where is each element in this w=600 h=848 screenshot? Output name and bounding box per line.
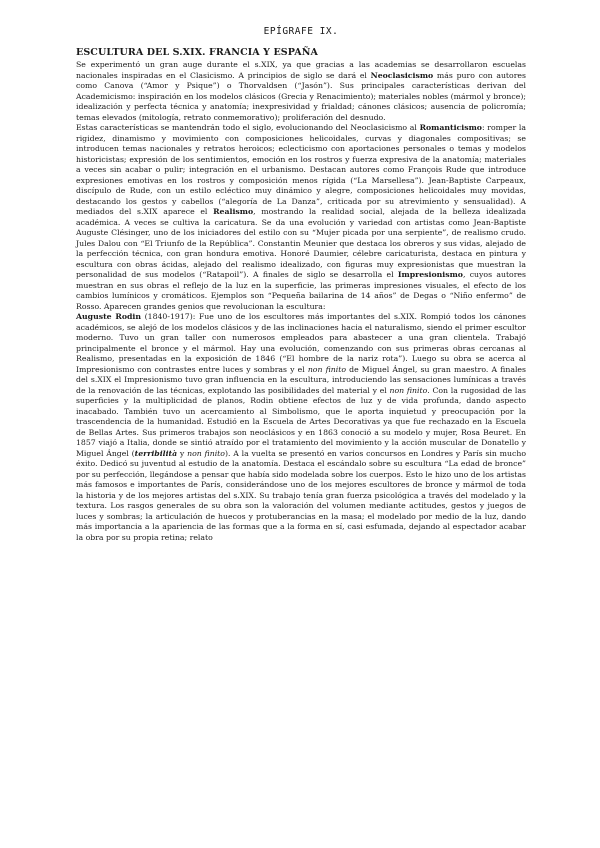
paragraph-neoclasicismo [76,60,526,123]
paragraph-romanticismo-realismo [76,123,526,312]
text-run: Estas características se mantendrán todo el siglo, evolucionando del Neoclasicismo al [76,123,420,132]
text-run: , cuyos autores muestran en sus obras el reflejo de la luz en la superficie, las primeras impresiones visuales, el efecto de los cambios lumínicos y cromáticos. Ejemplos son “Pequeña bailarina de 14 años” de Degas o “Niño enfermo” de Rosso. Aparecen grandes genios que revolucionan la escultura: [76,270,526,311]
page-header: EPÍGRAFE IX. [263,26,339,37]
term-neoclasicismo: Neoclasicismo [370,70,434,80]
text-run: y [177,448,188,458]
text-run: ). A la vuelta se presentó en varios concursos en Londres y París sin mucho éxito. Dedicó su juventud al estudio de la anatomía. Destaca el escándalo sobre su escultura “La edad de bronce” por su perfección, llegándose a pensar que había sido modelada sobre los cuerpos. Esto le hizo uno de los artistas más famosos e importantes de París, considerándose uno de los mejores escultores de bronce y mármol de toda la historia y de los mejores artistas del s.XIX. Su trabajo tenía gran fuerza psicológica a través del modelado y la textura. Los rasgos generales de su obra son la valoración del volumen mediante actitudes, gestos y juegos de luces y sombras; la articulación de huecos y protuberancias en la masa; el modelado por medio de la luz, dando más importancia a la apariencia de las formas que a la forma en sí, casi esfumada, dejando al espectador acabar la obra por su propia retina; relato [76,448,526,542]
term-auguste-rodin: Auguste Rodin [76,312,142,321]
text-run: más puro con autores como Canova (“Amor y Psique”) o Thorvaldsen (“Jasón”). Sus principales características derivan del Academicismo: inspiración en los modelos clásicos (Grecia y Renacimiento); materiales nobles (mármol y bronce); idealización y perfecta técnica y anatomía; inexpresividad y frialdad; cánones clásicos; ausencia de policromía; temas elevados (mitología, retrato conmemorativo); proliferación del desnudo. [76,70,526,122]
term-impresionismo: Impresionismo [397,270,463,279]
text-run: de Miguel Ángel, su gran maestro. A finales del s.XIX el Impresionismo tuvo gran influencia en la escultura, introduciendo las sensaciones lumínicas a través de la renovación de las técnicas, explotando las posibilidades del material y el [76,364,526,395]
term-terribilita: terribilità [134,448,178,458]
document-page [76,26,526,543]
paragraph-rodin [76,312,526,543]
text-run: . Con la rugosidad de las superficies y la multiplicidad de planos, Rodin obtiene efectos de luz y de vida profunda, dando aspecto inacabado. También tuvo un acercamiento al Simbolismo, que le aporta inquietud y preocupación por la trascendencia de la humanidad. Estudió en la Escuela de Artes Decorativas ya que fue rechazado en la Escuela de Bellas Artes. Sus primeros trabajos son neoclásicos y en 1863 conoció a su modelo y mujer, Rosa Beuret. En 1857 viajó a Italia, donde se sintió atraído por el tratamiento del movimiento y la acción muscular de Donatello y Miguel Ángel ( [76,385,526,458]
text-run: (1840-1917): Fue uno de los escultores más importantes del s.XIX. Rompió todos los cánones académicos, se alejó de los modelos clásicos y de las inclinaciones hacia el naturalismo, siendo el primer escultor moderno. Tuvo un gran taller con numerosos empleados para abastecer a una gran clientela. Trabajó principalmente el bronce y el mármol. Hay una evolución, comenzando con sus primeras obras cercanas al Realismo, presentadas en la exposición de 1846 (“El hombre de la nariz rota”). Luego su obra se acerca al Impresionismo con contrastes entre luces y sombras y el [76,312,526,374]
section-title: ESCULTURA DEL S.XIX. FRANCIA Y ESPAÑA [76,47,319,58]
term-non-finito: non finito [307,364,346,374]
text-run: , mostrando la realidad social, alejada de la belleza idealizada académica. A veces se cultiva la caricatura. Se da una evolución y variedad con artistas como Jean-Baptiste Auguste Clésinger, uno de los iniciadores del estilo con su “Mujer picada por una serpiente”, de realismo crudo. Jules Dalou con “El Triunfo de la República”. Constantin Meunier que destaca los obreros y sus vidas, alejado de la perfección técnica, con gran hondura emotiva. Honoré Daumier, célebre caricaturista, destaca en pintura y escultura con obras ácidas, alejado del realismo idealizado, con figuras muy expresionistas que muestran la personalidad de sus modelos (“Ratapoil”). A finales de siglo se desarrolla el [76,207,527,279]
text-run: Se experimentó un gran auge durante el s.XIX, ya que gracias a las academias se desarrollaron escuelas nacionales inspiradas en el Clasicismo. A principios de siglo se dará el [76,60,526,80]
term-non-finito: non finito [187,448,225,458]
term-realismo: Realismo [213,207,254,216]
text-run: : romper la rigidez, dinamismo y movimiento con composiciones helicoidales, curvas y diagonales compositivas; se introducen temas nacionales y retratos heroicos; eclecticismo con aportaciones personales o temas y modelos historicistas; expresión de los sentimientos, emoción en los rostros y fuerza expresiva de la anatomía; materiales a veces sin acabar o pulir; integración en el urbanismo. Destacan autores como François Rude que introduce expresiones emotivas en los rostros y composición menos rígida (“La Marsellesa”). Jean-Baptiste Carpeaux, discípulo de Rude, con un estilo ecléctico muy dinámico y alegre, composiciones helicoidales muy movidas, destacando los gestos y cabellos (“alegoría de La Danza”, criticada por su atrevimiento y sensualidad). A mediados del s.XIX aparece el [76,123,527,216]
term-romanticismo: Romanticismo [419,123,482,132]
term-non-finito: non finito [389,385,428,395]
